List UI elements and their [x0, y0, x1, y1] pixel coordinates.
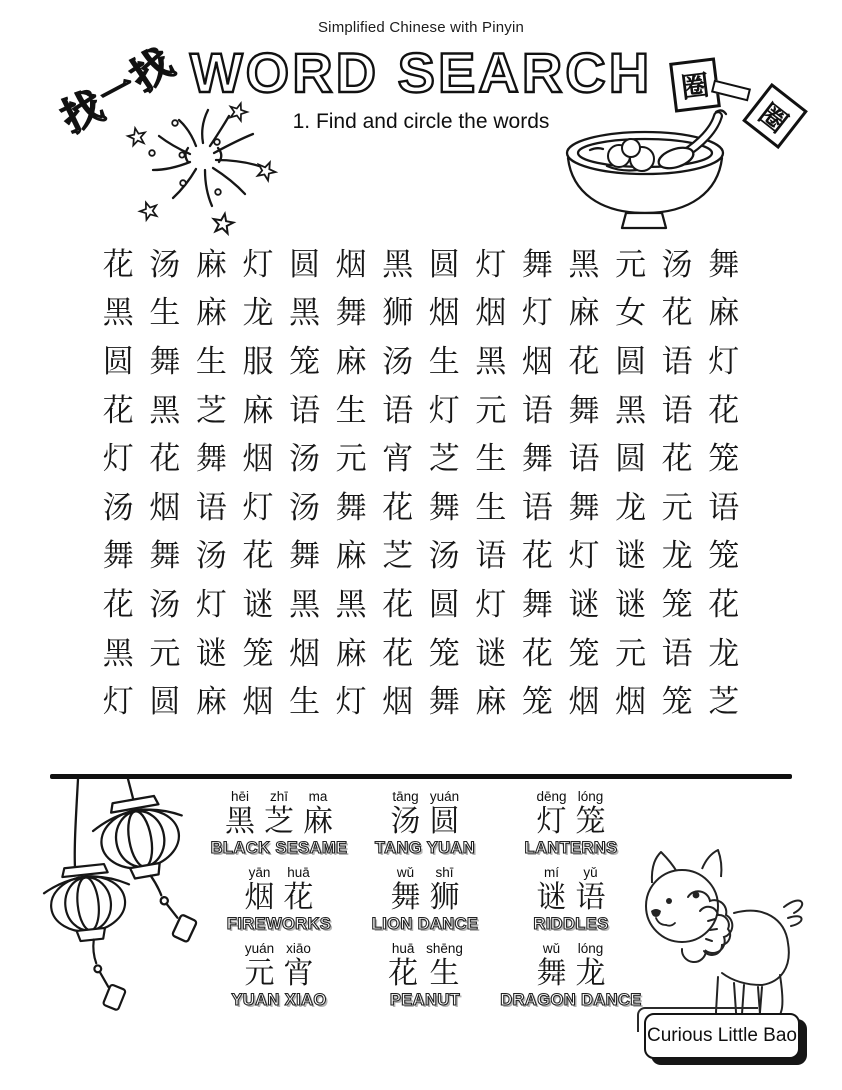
char-column: [302, 789, 334, 838]
char-column: [390, 789, 422, 838]
grid-cell-r2-c3[interactable]: 麻: [195, 295, 227, 332]
grid-cell-r7-c2[interactable]: 舞: [149, 538, 181, 575]
word-entry-peanut: [352, 941, 498, 1017]
grid-cell-r3-c10[interactable]: 烟: [521, 343, 553, 380]
grid-cell-r9-c12[interactable]: 元: [615, 635, 647, 672]
grid-cell-r10-c2[interactable]: 圆: [149, 684, 181, 721]
word-hanzi-with-pinyin: [352, 865, 498, 914]
grid-cell-r6-c7[interactable]: 花: [382, 489, 414, 526]
grid-cell-r3-c3[interactable]: 生: [195, 343, 227, 380]
grid-cell-r10-c10[interactable]: 笼: [521, 684, 553, 721]
grid-cell-r6-c14[interactable]: 语: [708, 489, 740, 526]
pinyin-syllable: tāng: [392, 789, 419, 804]
hanzi-character: 生: [429, 956, 460, 991]
pinyin-syllable: ma: [308, 789, 328, 804]
grid-cell-r2-c7[interactable]: 狮: [382, 295, 414, 332]
grid-cell-r2-c2[interactable]: 生: [149, 295, 181, 332]
pinyin-syllable: yuán: [429, 789, 460, 804]
grid-cell-r8-c13[interactable]: 笼: [661, 586, 693, 623]
grid-cell-r8-c5[interactable]: 黑: [289, 586, 321, 623]
stamp-char: 找: [122, 39, 182, 101]
grid-cell-r10-c8[interactable]: 舞: [428, 684, 460, 721]
grid-cell-r3-c4[interactable]: 服: [242, 343, 274, 380]
pinyin-syllable: huā: [391, 941, 415, 956]
grid-cell-r1-c13[interactable]: 汤: [661, 246, 693, 283]
char-column: [429, 865, 461, 914]
grid-cell-r7-c5[interactable]: 舞: [289, 538, 321, 575]
grid-cell-r6-c9[interactable]: 生: [475, 489, 507, 526]
word-entry-black-sesame: [206, 789, 352, 865]
char-column: [387, 941, 419, 990]
hanzi-character: 舞: [390, 880, 421, 915]
grid-cell-r5-c10[interactable]: 舞: [521, 441, 553, 478]
stamp-char: 圈: [679, 68, 712, 105]
grid-cell-r7-c14[interactable]: 笼: [708, 538, 740, 575]
grid-cell-r3-c9[interactable]: 黑: [475, 343, 507, 380]
grid-cell-r6-c13[interactable]: 元: [661, 489, 693, 526]
grid-cell-r5-c13[interactable]: 花: [661, 441, 693, 478]
grid-cell-r8-c14[interactable]: 花: [708, 586, 740, 623]
grid-cell-r1-c1[interactable]: 花: [102, 246, 134, 283]
pinyin-syllable: xiāo: [286, 941, 311, 956]
grid-cell-r7-c1[interactable]: 舞: [102, 538, 134, 575]
grid-cell-r3-c5[interactable]: 笼: [289, 343, 321, 380]
grid-cell-r4-c8[interactable]: 灯: [428, 392, 460, 429]
grid-cell-r5-c7[interactable]: 宵: [382, 441, 414, 478]
grid-cell-r5-c6[interactable]: 元: [335, 441, 367, 478]
hanzi-character: 烟: [244, 880, 275, 915]
word-hanzi-with-pinyin: [498, 789, 644, 838]
char-column: [224, 789, 256, 838]
grid-cell-r7-c4[interactable]: 花: [242, 538, 274, 575]
grid-cell-r9-c14[interactable]: 龙: [708, 635, 740, 672]
char-column: [283, 865, 315, 914]
grid-cell-r5-c1[interactable]: 灯: [102, 441, 134, 478]
grid-cell-r6-c8[interactable]: 舞: [428, 489, 460, 526]
grid-cell-r8-c7[interactable]: 花: [382, 586, 414, 623]
english-label: BLACK SESAME: [210, 839, 348, 858]
hanzi-character: 狮: [429, 880, 460, 915]
brand-name: Curious Little Bao: [647, 1025, 797, 1046]
grid-cell-r4-c9[interactable]: 元: [475, 392, 507, 429]
grid-cell-r8-c11[interactable]: 谜: [568, 586, 600, 623]
char-column: [575, 941, 607, 990]
pinyin-syllable: lóng: [577, 941, 604, 956]
grid-cell-r4-c6[interactable]: 生: [335, 392, 367, 429]
grid-cell-r7-c10[interactable]: 花: [521, 538, 553, 575]
grid-cell-r3-c11[interactable]: 花: [568, 343, 600, 380]
grid-cell-r5-c4[interactable]: 烟: [242, 441, 274, 478]
english-label: FIREWORKS: [226, 915, 332, 934]
char-column: [390, 865, 422, 914]
char-column: [575, 865, 607, 914]
tangyuan-bowl-icon: [552, 106, 744, 238]
grid-cell-r8-c4[interactable]: 谜: [242, 586, 274, 623]
grid-cell-r10-c5[interactable]: 生: [289, 684, 321, 721]
char-column: [283, 941, 315, 990]
grid-cell-r10-c3[interactable]: 麻: [195, 684, 227, 721]
grid-cell-r4-c13[interactable]: 语: [661, 392, 693, 429]
grid-cell-r2-c4[interactable]: 龙: [242, 295, 274, 332]
grid-cell-r10-c6[interactable]: 灯: [335, 684, 367, 721]
grid-cell-r7-c13[interactable]: 龙: [661, 538, 693, 575]
stamp-char: 圈: [752, 97, 794, 139]
word-search-grid: [95, 241, 747, 727]
word-entry-fireworks: [206, 865, 352, 941]
page-title: WORD SEARCH: [189, 41, 653, 104]
grid-cell-r7-c7[interactable]: 芝: [382, 538, 414, 575]
grid-cell-r6-c12[interactable]: 龙: [615, 489, 647, 526]
grid-cell-r10-c1[interactable]: 灯: [102, 684, 134, 721]
grid-cell-r9-c10[interactable]: 花: [521, 635, 553, 672]
grid-cell-r3-c14[interactable]: 灯: [708, 343, 740, 380]
grid-cell-r8-c2[interactable]: 汤: [149, 586, 181, 623]
grid-cell-r10-c14[interactable]: 芝: [708, 684, 740, 721]
hanzi-character: 宵: [283, 956, 314, 991]
grid-cell-r8-c8[interactable]: 圆: [428, 586, 460, 623]
pinyin-syllable: shēng: [426, 941, 463, 956]
hanzi-character: 语: [575, 880, 606, 915]
grid-cell-r9-c8[interactable]: 笼: [428, 635, 460, 672]
grid-cell-r4-c12[interactable]: 黑: [615, 392, 647, 429]
grid-cell-r8-c12[interactable]: 谜: [615, 586, 647, 623]
grid-cell-r4-c11[interactable]: 舞: [568, 392, 600, 429]
grid-cell-r3-c6[interactable]: 麻: [335, 343, 367, 380]
char-column: [429, 789, 461, 838]
grid-cell-r6-c1[interactable]: 汤: [102, 489, 134, 526]
grid-cell-r4-c14[interactable]: 花: [708, 392, 740, 429]
grid-cell-r2-c6[interactable]: 舞: [335, 295, 367, 332]
grid-cell-r2-c5[interactable]: 黑: [289, 295, 321, 332]
grid-cell-r3-c8[interactable]: 生: [428, 343, 460, 380]
hanzi-character: 舞: [536, 956, 567, 991]
grid-cell-r9-c3[interactable]: 谜: [195, 635, 227, 672]
grid-cell-r1-c8[interactable]: 圆: [428, 246, 460, 283]
stamp-char: 找: [54, 82, 111, 143]
word-hanzi-with-pinyin: [206, 865, 352, 914]
english-label: PEANUT: [389, 991, 461, 1010]
grid-cell-r7-c8[interactable]: 汤: [428, 538, 460, 575]
word-hanzi-with-pinyin: [352, 789, 498, 838]
grid-cell-r9-c5[interactable]: 烟: [289, 635, 321, 672]
grid-cell-r2-c10[interactable]: 灯: [521, 295, 553, 332]
grid-cell-r2-c14[interactable]: 麻: [708, 295, 740, 332]
word-entry-tang-yuan: [352, 789, 498, 865]
grid-cell-r3-c13[interactable]: 语: [661, 343, 693, 380]
grid-cell-r4-c7[interactable]: 语: [382, 392, 414, 429]
grid-cell-r8-c6[interactable]: 黑: [335, 586, 367, 623]
word-entry-lion-dance: [352, 865, 498, 941]
char-column: [575, 789, 607, 838]
pinyin-syllable: wǔ: [396, 865, 415, 880]
grid-cell-r2-c11[interactable]: 麻: [568, 295, 600, 332]
hanzi-character: 芝: [264, 804, 294, 839]
grid-cell-r4-c1[interactable]: 花: [102, 392, 134, 429]
grid-cell-r4-c2[interactable]: 黑: [149, 392, 181, 429]
char-column: [536, 789, 568, 838]
grid-cell-r10-c9[interactable]: 麻: [475, 684, 507, 721]
hanzi-character: 麻: [303, 804, 333, 839]
stamp-char: 一: [93, 65, 143, 118]
grid-cell-r6-c5[interactable]: 汤: [289, 489, 321, 526]
english-label: YUAN XIAO: [231, 991, 327, 1010]
grid-cell-r8-c3[interactable]: 灯: [195, 586, 227, 623]
grid-cell-r3-c1[interactable]: 圆: [102, 343, 134, 380]
char-column: [244, 941, 276, 990]
hanzi-character: 汤: [390, 804, 421, 839]
grid-cell-r7-c11[interactable]: 灯: [568, 538, 600, 575]
grid-cell-r9-c6[interactable]: 麻: [335, 635, 367, 672]
grid-cell-r4-c10[interactable]: 语: [521, 392, 553, 429]
grid-cell-r1-c7[interactable]: 黑: [382, 246, 414, 283]
pinyin-syllable: yuán: [244, 941, 275, 956]
hanzi-character: 花: [283, 880, 314, 915]
grid-cell-r1-c5[interactable]: 圆: [289, 246, 321, 283]
grid-cell-r5-c2[interactable]: 花: [149, 441, 181, 478]
grid-cell-r7-c9[interactable]: 语: [475, 538, 507, 575]
grid-cell-r9-c2[interactable]: 元: [149, 635, 181, 672]
hanzi-character: 黑: [225, 804, 255, 839]
grid-cell-r1-c14[interactable]: 舞: [708, 246, 740, 283]
instruction-text: 1. Find and circle the words: [292, 110, 550, 133]
grid-cell-r5-c11[interactable]: 语: [568, 441, 600, 478]
pinyin-syllable: mí: [544, 865, 559, 880]
grid-cell-r5-c14[interactable]: 笼: [708, 441, 740, 478]
grid-cell-r4-c3[interactable]: 芝: [195, 392, 227, 429]
hanzi-character: 灯: [536, 804, 567, 839]
grid-cell-r6-c6[interactable]: 舞: [335, 489, 367, 526]
grid-cell-r9-c1[interactable]: 黑: [102, 635, 134, 672]
brand-badge: [644, 1013, 800, 1059]
grid-cell-r1-c12[interactable]: 元: [615, 246, 647, 283]
english-label: LION DANCE: [371, 915, 479, 934]
grid-cell-r6-c2[interactable]: 烟: [149, 489, 181, 526]
english-label: DRAGON DANCE: [500, 991, 642, 1010]
grid-cell-r2-c13[interactable]: 花: [661, 295, 693, 332]
grid-cell-r2-c8[interactable]: 烟: [428, 295, 460, 332]
grid-cell-r5-c9[interactable]: 生: [475, 441, 507, 478]
word-entry-yuan-xiao: [206, 941, 352, 1017]
char-column: [536, 865, 568, 914]
grid-cell-r10-c13[interactable]: 笼: [661, 684, 693, 721]
grid-cell-r5-c3[interactable]: 舞: [195, 441, 227, 478]
grid-cell-r6-c11[interactable]: 舞: [568, 489, 600, 526]
grid-cell-r9-c7[interactable]: 花: [382, 635, 414, 672]
grid-cell-r9-c9[interactable]: 谜: [475, 635, 507, 672]
grid-cell-r7-c12[interactable]: 谜: [615, 538, 647, 575]
hanzi-character: 花: [388, 956, 419, 991]
grid-cell-r9-c4[interactable]: 笼: [242, 635, 274, 672]
grid-cell-r6-c4[interactable]: 灯: [242, 489, 274, 526]
grid-cell-r5-c5[interactable]: 汤: [289, 441, 321, 478]
grid-cell-r9-c13[interactable]: 语: [661, 635, 693, 672]
pinyin-syllable: huā: [287, 865, 310, 880]
pinyin-syllable: lóng: [577, 789, 604, 804]
hanzi-character: 圆: [429, 804, 460, 839]
grid-cell-r6-c10[interactable]: 语: [521, 489, 553, 526]
pinyin-syllable: zhī: [269, 789, 288, 804]
grid-cell-r8-c1[interactable]: 花: [102, 586, 134, 623]
grid-cell-r3-c12[interactable]: 圆: [615, 343, 647, 380]
grid-cell-r4-c5[interactable]: 语: [289, 392, 321, 429]
pinyin-syllable: hēi: [230, 789, 249, 804]
english-label: LANTERNS: [524, 839, 618, 858]
grid-cell-r2-c1[interactable]: 黑: [102, 295, 134, 332]
pinyin-syllable: wǔ: [542, 941, 561, 956]
grid-cell-r7-c6[interactable]: 麻: [335, 538, 367, 575]
grid-cell-r5-c8[interactable]: 芝: [428, 441, 460, 478]
hanzi-character: 元: [244, 956, 275, 991]
grid-cell-r3-c7[interactable]: 汤: [382, 343, 414, 380]
grid-cell-r3-c2[interactable]: 舞: [149, 343, 181, 380]
char-column: [426, 941, 463, 990]
grid-cell-r8-c9[interactable]: 灯: [475, 586, 507, 623]
english-label: TANG YUAN: [374, 839, 476, 858]
word-hanzi-with-pinyin: [352, 941, 498, 990]
grid-cell-r1-c3[interactable]: 麻: [195, 246, 227, 283]
hanzi-character: 谜: [536, 880, 567, 915]
grid-cell-r1-c11[interactable]: 黑: [568, 246, 600, 283]
grid-cell-r1-c2[interactable]: 汤: [149, 246, 181, 283]
hanzi-character: 笼: [575, 804, 606, 839]
english-label: RIDDLES: [533, 915, 609, 934]
char-column: [536, 941, 568, 990]
grid-cell-r1-c4[interactable]: 灯: [242, 246, 274, 283]
grid-cell-r8-c10[interactable]: 舞: [521, 586, 553, 623]
grid-cell-r1-c9[interactable]: 灯: [475, 246, 507, 283]
grid-cell-r2-c12[interactable]: 女: [615, 295, 647, 332]
word-list: [206, 789, 644, 1017]
pinyin-syllable: yān: [248, 865, 271, 880]
char-column: [263, 789, 295, 838]
grid-cell-r10-c12[interactable]: 烟: [615, 684, 647, 721]
grid-cell-r2-c9[interactable]: 烟: [475, 295, 507, 332]
grid-cell-r10-c7[interactable]: 烟: [382, 684, 414, 721]
hanzi-character: 龙: [575, 956, 606, 991]
char-column: [244, 865, 276, 914]
grid-cell-r10-c11[interactable]: 烟: [568, 684, 600, 721]
grid-cell-r4-c4[interactable]: 麻: [242, 392, 274, 429]
word-hanzi-with-pinyin: [206, 789, 352, 838]
grid-cell-r6-c3[interactable]: 语: [195, 489, 227, 526]
fireworks-icon: [110, 98, 288, 240]
pinyin-syllable: shī: [435, 865, 454, 880]
pinyin-syllable: yǔ: [583, 865, 598, 880]
pinyin-syllable: dēng: [536, 789, 567, 804]
grid-cell-r5-c12[interactable]: 圆: [615, 441, 647, 478]
grid-cell-r9-c11[interactable]: 笼: [568, 635, 600, 672]
grid-cell-r1-c6[interactable]: 烟: [335, 246, 367, 283]
grid-cell-r7-c3[interactable]: 汤: [195, 538, 227, 575]
grid-cell-r1-c10[interactable]: 舞: [521, 246, 553, 283]
page-subtitle: Simplified Chinese with Pinyin: [317, 19, 525, 36]
grid-cell-r10-c4[interactable]: 烟: [242, 684, 274, 721]
word-hanzi-with-pinyin: [206, 941, 352, 990]
